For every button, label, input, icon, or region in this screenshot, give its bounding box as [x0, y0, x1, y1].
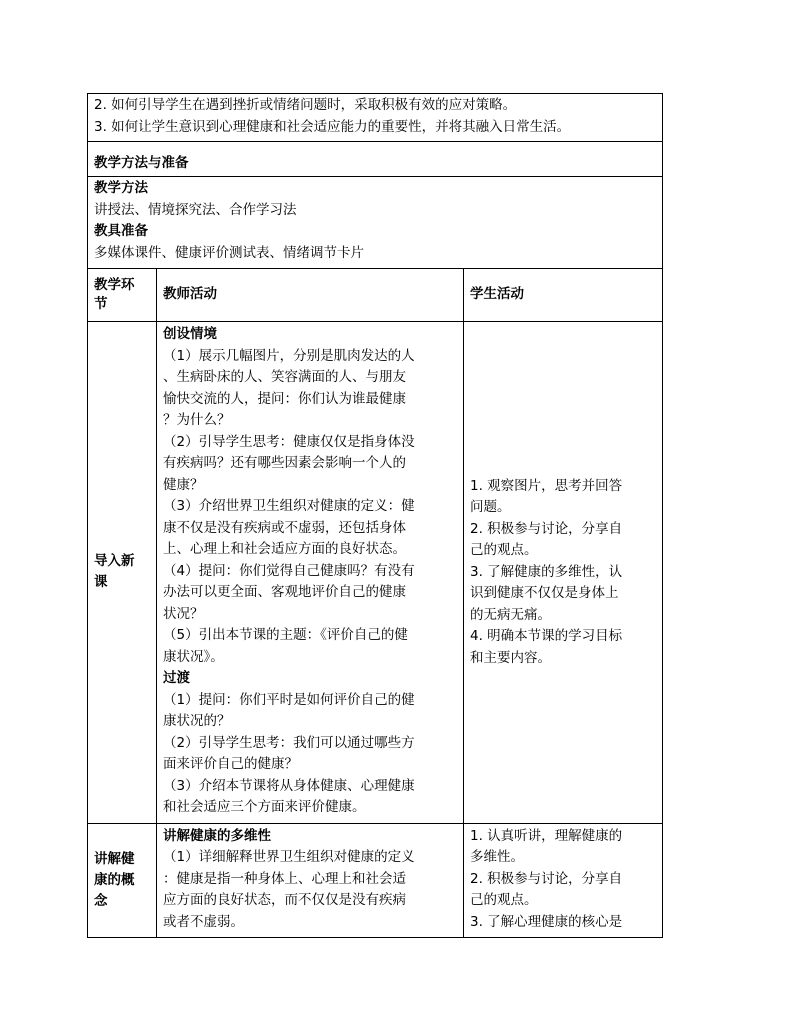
questions-cell: [88, 94, 663, 142]
student-activity-intro: 1. 观察图片，思考并回答 问题。 2. 积极参与讨论，分享自 己的观点。 3. 了解健康的多维性，认 识到健康不仅仅是身体上 的无病无痛。 4. 明确本节课的学习目标 和主要内容。: [464, 322, 663, 824]
question-item: 2. 如何引导学生在遇到挫折或情绪问题时，采取积极有效的应对策略。: [94, 97, 517, 113]
intro-row: [88, 322, 663, 824]
teacher-activity-intro: 创设情境 （1）展示几幅图片，分别是肌肉发达的人 、生病卧床的人、笑容满面的人、与朋友 愉快交流的人，提问：你们认为谁最健康 ？为什么？ （2）引导学生思考：健康仅仅是指身体没 有疾病吗？还有哪些因素会影响一个人的 健康？ （3）介绍世界卫生组织对健康的定义：健 康不仅是没有疾病或不虚弱，还包括身体 上、心理上和社会适应方面的良好状态。 （4）提问：你们觉得自己健康吗？有没有 办法可以更全面、客观地评价自己的健康 状况？ （5）引出本节课的主题：《评价自己的健 康状况》。 过渡 （1）提问：你们平时是如何评价自己的健 康状况的？ （2）引导学生思考：我们可以通过哪些方 面来评价自己的健康？ （3）介绍本节课将从身体健康、心理健康 和社会适应三个方面来评价健康。: [157, 322, 464, 824]
teacher-activity-concept: 讲解健康的多维性 （1）详细解释世界卫生组织对健康的定义 ：健康是指一种身体上、心理上和社会适 应方面的良好状态，而不仅仅是没有疾病 或者不虚弱。: [157, 823, 464, 938]
method-text: 讲授法、情境探究法、合作学习法: [94, 201, 297, 218]
methods-title: 教学方法与准备: [88, 142, 663, 177]
header-teacher: 教师活动: [157, 269, 464, 322]
questions-row: [88, 94, 663, 142]
prep-text: 多媒体课件、健康评价测试表、情绪调节卡片: [94, 244, 364, 261]
prep-label: 教具准备: [94, 223, 148, 239]
method-label: 教学方法: [94, 180, 148, 196]
section-heading: 讲解健康的多维性: [163, 827, 271, 844]
concept-row: [88, 823, 663, 938]
table-header-row: [88, 269, 663, 322]
methods-content-cell: [88, 177, 663, 269]
methods-title-row: [88, 142, 663, 177]
header-stage: 教学环 节: [88, 269, 157, 322]
student-activity-concept: 1. 认真听讲，理解健康的 多维性。 2. 积极参与讨论，分享自 己的观点。 3. 了解心理健康的核心是: [464, 823, 663, 938]
stage-concept: 讲解健 康的概 念: [88, 823, 157, 938]
header-student: 学生活动: [464, 269, 663, 322]
section-heading: 创设情境: [163, 326, 217, 342]
section-heading: 过渡: [163, 670, 190, 686]
question-item: 3. 如何让学生意识到心理健康和社会适应能力的重要性，并将其融入日常生活。: [94, 118, 571, 135]
lesson-plan-page: [87, 93, 662, 938]
stage-intro: 导入新 课: [88, 322, 157, 824]
methods-content-row: [88, 177, 663, 269]
lesson-plan-table: [87, 93, 663, 938]
